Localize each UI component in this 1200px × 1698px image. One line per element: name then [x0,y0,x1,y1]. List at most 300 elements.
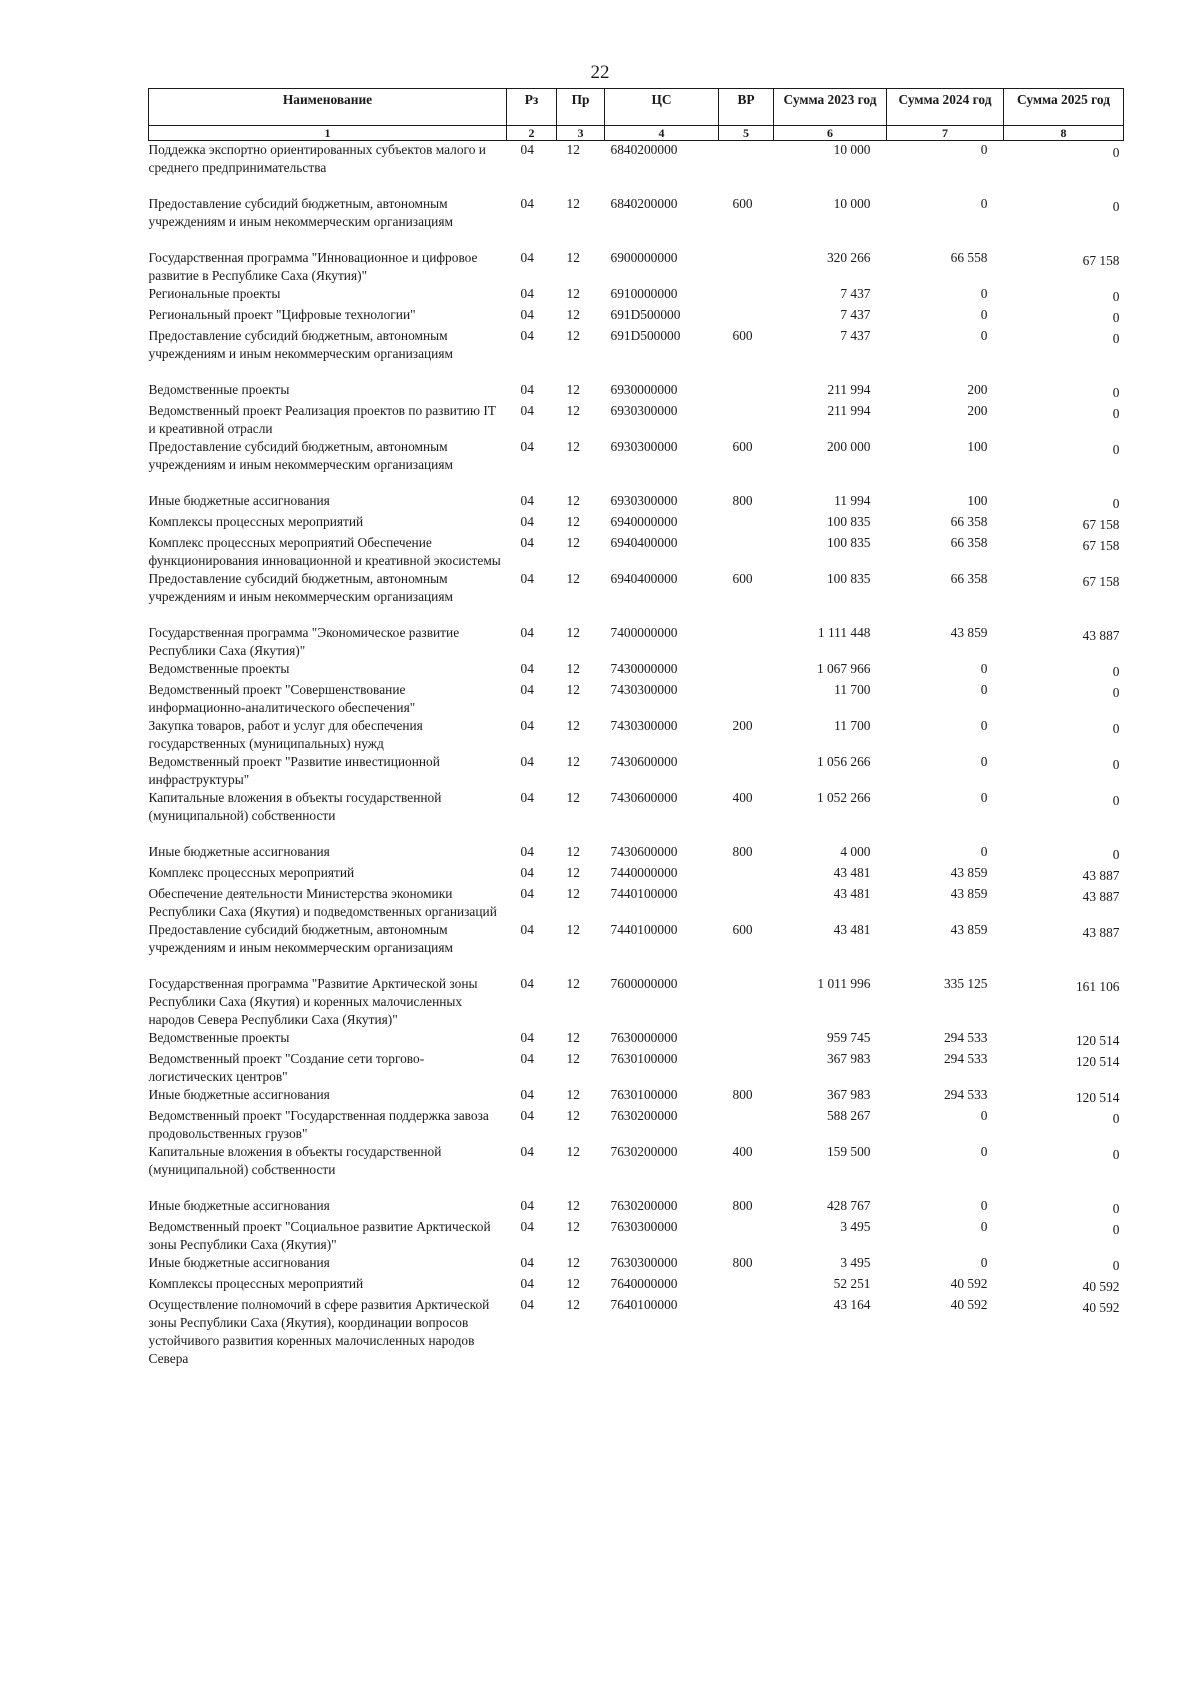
row-sum-2023 [774,717,887,753]
row-vr [719,327,774,381]
row-sum-2024-text: 40 592 [950,1276,988,1291]
row-sum-2023-text: 43 481 [833,922,871,937]
row-sum-2024-text: 66 558 [950,250,988,265]
row-pr-text: 12 [566,718,580,733]
table-row [149,1218,1124,1254]
row-sum-2025-text: 67 158 [1082,574,1120,589]
row-rz-text: 04 [520,718,534,733]
row-sum-2025-text: 0 [1112,847,1120,862]
row-rz-text: 04 [520,535,534,550]
row-name-text: Ведомственный проект Реализация проектов по развитию IT и креативной отрасли [148,403,496,436]
row-sum-2024 [887,1029,1004,1050]
row-vr [719,402,774,438]
row-sum-2023 [774,534,887,570]
row-sum-2025-text: 0 [1112,1222,1120,1237]
row-pr-text: 12 [566,514,580,529]
row-cs [605,381,719,402]
row-sum-2024 [887,843,1004,864]
row-rz-text: 04 [520,1255,534,1270]
row-sum-2024-text: 0 [980,1219,988,1234]
row-cs-text: 6900000000 [610,250,678,265]
row-pr [557,285,605,306]
row-rz [507,864,557,885]
row-sum-2025-text: 67 158 [1082,538,1120,553]
row-name-text: Предоставление субсидий бюджетным, автономным учреждениям и иным некоммерческим организациям [148,328,453,361]
row-sum-2023 [774,381,887,402]
row-sum-2024 [887,1275,1004,1296]
column-number: 7 [887,126,1004,141]
row-sum-2023-text: 211 994 [827,382,871,397]
row-name-text: Иные бюджетные ассигнования [148,1255,330,1270]
row-pr [557,381,605,402]
row-sum-2024 [887,1254,1004,1275]
row-sum-2025 [1004,306,1124,327]
row-sum-2023 [774,681,887,717]
row-vr [719,975,774,1029]
row-sum-2024 [887,624,1004,660]
row-sum-2023-text: 10 000 [833,196,871,211]
row-rz-text: 04 [520,682,534,697]
row-rz-text: 04 [520,865,534,880]
row-rz-text: 04 [520,1051,534,1066]
row-pr-text: 12 [566,844,580,859]
row-sum-2023 [774,285,887,306]
row-sum-2025-text: 0 [1112,145,1120,160]
row-name [149,1107,507,1143]
row-rz [507,1050,557,1086]
row-cs-text: 6940400000 [610,535,678,550]
row-sum-2024-text: 40 592 [950,1297,988,1312]
row-sum-2024 [887,570,1004,624]
table-row [149,1086,1124,1107]
row-sum-2024 [887,306,1004,327]
header-name: Наименование [149,89,507,126]
row-vr [719,534,774,570]
row-sum-2024-text: 335 125 [943,976,988,991]
table-row [149,885,1124,921]
row-pr-text: 12 [566,196,580,211]
row-vr [719,1050,774,1086]
row-sum-2024-text: 0 [980,286,988,301]
row-vr-text: 600 [732,439,753,454]
row-sum-2025-text: 0 [1112,757,1120,772]
row-name-text: Ведомственный проект "Развитие инвестиционной инфраструктуры" [148,754,440,787]
row-cs-text: 6930300000 [610,403,678,418]
row-rz-text: 04 [520,142,534,157]
row-sum-2023-text: 320 266 [826,250,871,265]
row-pr-text: 12 [566,865,580,880]
row-rz-text: 04 [520,1144,534,1159]
row-sum-2025-text: 0 [1112,1201,1120,1216]
row-cs-text: 6840200000 [610,142,678,157]
row-cs-text: 6930000000 [610,382,678,397]
header-sum-2025: Сумма 2025 год [1004,89,1124,126]
row-pr [557,789,605,843]
row-rz [507,1197,557,1218]
row-sum-2023 [774,438,887,492]
row-sum-2023 [774,1254,887,1275]
row-name-text: Предоставление субсидий бюджетным, автономным учреждениям и иным некоммерческим организациям [148,571,453,604]
row-sum-2023 [774,306,887,327]
row-vr-text: 400 [732,1144,753,1159]
row-pr-text: 12 [566,1108,580,1123]
table-row [149,717,1124,753]
row-name-text: Иные бюджетные ассигнования [148,844,330,859]
row-name-text: Иные бюджетные ассигнования [148,1087,330,1102]
row-rz [507,921,557,975]
row-name-text: Предоставление субсидий бюджетным, автономным учреждениям и иным некоммерческим организациям [148,922,453,955]
row-pr [557,513,605,534]
row-rz [507,1218,557,1254]
row-sum-2024 [887,1086,1004,1107]
row-rz [507,843,557,864]
row-name [149,249,507,285]
row-rz [507,1107,557,1143]
row-vr [719,141,774,196]
table-row [149,492,1124,513]
row-pr [557,660,605,681]
row-name [149,753,507,789]
row-pr-text: 12 [566,1087,580,1102]
row-sum-2023 [774,1296,887,1368]
row-sum-2024-text: 100 [967,493,988,508]
row-vr [719,921,774,975]
table-row [149,843,1124,864]
row-sum-2024 [887,195,1004,249]
row-sum-2025-text: 0 [1112,442,1120,457]
row-name [149,141,507,196]
row-name [149,717,507,753]
row-name-text: Ведомственный проект "Социальное развитие Арктической зоны Республики Саха (Якутия)" [148,1219,491,1252]
row-rz [507,660,557,681]
row-vr-text: 600 [732,922,753,937]
row-sum-2023-text: 100 835 [826,535,871,550]
row-name-text: Осуществление полномочий в сфере развития Арктической зоны Республики Саха (Якутия), координации вопросов устойчивого развития коренных малочисленных народов Севера [148,1297,490,1366]
row-vr [719,864,774,885]
row-sum-2025-text: 0 [1112,496,1120,511]
row-sum-2025 [1004,492,1124,513]
row-sum-2024-text: 66 358 [950,571,988,586]
row-sum-2023-text: 1 056 266 [816,754,871,769]
row-cs-text: 6940000000 [610,514,678,529]
row-cs-text: 7430600000 [610,844,678,859]
row-sum-2025 [1004,717,1124,753]
row-sum-2025-text: 161 106 [1075,979,1120,994]
row-rz-text: 04 [520,514,534,529]
row-rz-text: 04 [520,790,534,805]
row-pr-text: 12 [566,1198,580,1213]
row-sum-2023-text: 211 994 [827,403,871,418]
row-sum-2025 [1004,660,1124,681]
row-cs [605,327,719,381]
row-vr [719,1197,774,1218]
row-name [149,789,507,843]
row-rz [507,381,557,402]
row-sum-2025-text: 120 514 [1075,1054,1120,1069]
table-body [149,141,1124,1369]
row-sum-2023-text: 367 983 [826,1087,871,1102]
row-cs [605,885,719,921]
row-vr [719,249,774,285]
row-rz-text: 04 [520,571,534,586]
row-sum-2023-text: 1 011 996 [817,976,871,991]
row-rz-text: 04 [520,286,534,301]
row-name [149,681,507,717]
row-pr-text: 12 [566,661,580,676]
row-sum-2024 [887,534,1004,570]
row-sum-2024 [887,1218,1004,1254]
row-sum-2025 [1004,1296,1124,1368]
row-sum-2025-text: 67 158 [1082,517,1120,532]
row-name-text: Обеспечение деятельности Министерства экономики Республики Саха (Якутия) и подведомственных организаций [148,886,497,919]
row-vr [719,681,774,717]
row-pr [557,1107,605,1143]
row-name [149,1086,507,1107]
row-sum-2024-text: 43 859 [950,625,988,640]
row-sum-2023 [774,864,887,885]
row-sum-2024 [887,921,1004,975]
table-row [149,285,1124,306]
row-rz [507,492,557,513]
row-sum-2024-text: 0 [980,844,988,859]
row-rz [507,534,557,570]
row-sum-2024-text: 0 [980,682,988,697]
row-sum-2025-text: 43 887 [1082,889,1120,904]
row-sum-2023-text: 1 111 448 [817,625,871,640]
row-sum-2023-text: 7 437 [840,328,871,343]
row-sum-2024 [887,864,1004,885]
table-row [149,789,1124,843]
row-rz [507,975,557,1029]
row-cs-text: 7440000000 [610,865,678,880]
row-sum-2023 [774,1275,887,1296]
row-cs [605,285,719,306]
row-pr [557,753,605,789]
row-sum-2023-text: 4 000 [840,844,871,859]
row-cs [605,1296,719,1368]
row-sum-2025 [1004,1086,1124,1107]
row-rz-text: 04 [520,886,534,901]
row-sum-2025-text: 0 [1112,406,1120,421]
row-cs [605,1254,719,1275]
column-number: 5 [719,126,774,141]
header-vr: ВР [719,89,774,126]
row-cs-text: 7640100000 [610,1297,678,1312]
row-cs-text: 7630100000 [610,1051,678,1066]
row-sum-2023-text: 43 481 [833,865,871,880]
row-sum-2024-text: 43 859 [950,886,988,901]
row-cs [605,681,719,717]
row-pr [557,1254,605,1275]
row-cs [605,141,719,196]
row-sum-2024-text: 0 [980,1144,988,1159]
row-pr [557,249,605,285]
row-vr [719,1086,774,1107]
row-name-text: Региональные проекты [148,286,281,301]
row-sum-2023-text: 100 835 [826,571,871,586]
column-number: 6 [774,126,887,141]
row-name [149,402,507,438]
row-pr-text: 12 [566,1219,580,1234]
row-sum-2023 [774,753,887,789]
row-sum-2024 [887,717,1004,753]
row-cs-text: 7630300000 [610,1255,678,1270]
header-sum-2023: Сумма 2023 год [774,89,887,126]
row-cs [605,975,719,1029]
row-sum-2024 [887,492,1004,513]
row-name [149,864,507,885]
row-name [149,195,507,249]
row-sum-2025 [1004,1050,1124,1086]
row-pr [557,717,605,753]
row-cs-text: 7440100000 [610,922,678,937]
row-pr-text: 12 [566,535,580,550]
table-row [149,864,1124,885]
row-pr [557,492,605,513]
row-rz [507,141,557,196]
row-pr [557,921,605,975]
row-sum-2025-text: 43 887 [1082,628,1120,643]
header-rz: Рз [507,89,557,126]
row-pr [557,624,605,660]
row-sum-2025 [1004,624,1124,660]
row-sum-2024 [887,513,1004,534]
row-name [149,1197,507,1218]
row-cs-text: 7400000000 [610,625,678,640]
row-rz [507,789,557,843]
row-sum-2025-text: 120 514 [1075,1033,1120,1048]
row-cs-text: 7630200000 [610,1198,678,1213]
row-sum-2025 [1004,381,1124,402]
row-pr-text: 12 [566,922,580,937]
row-vr [719,1029,774,1050]
row-sum-2024-text: 0 [980,661,988,676]
row-cs [605,717,719,753]
row-vr [719,1107,774,1143]
row-cs-text: 7630200000 [610,1144,678,1159]
row-name [149,843,507,864]
row-pr-text: 12 [566,790,580,805]
row-pr [557,1029,605,1050]
row-sum-2025 [1004,1143,1124,1197]
row-sum-2024-text: 0 [980,142,988,157]
row-rz [507,753,557,789]
row-sum-2023 [774,402,887,438]
row-vr-text: 600 [732,196,753,211]
row-sum-2023 [774,195,887,249]
row-cs [605,843,719,864]
row-vr [719,285,774,306]
row-name-text: Государственная программа "Экономическое развитие Республики Саха (Якутия)" [148,625,460,658]
row-sum-2024-text: 0 [980,196,988,211]
row-cs [605,789,719,843]
header-cs: ЦС [605,89,719,126]
row-pr [557,1050,605,1086]
row-name-text: Ведомственные проекты [148,1030,290,1045]
row-cs [605,1197,719,1218]
row-rz-text: 04 [520,1198,534,1213]
row-vr-text: 600 [732,571,753,586]
row-rz [507,195,557,249]
row-name [149,381,507,402]
column-number: 3 [557,126,605,141]
row-sum-2023-text: 11 700 [834,718,871,733]
column-number: 4 [605,126,719,141]
row-vr [719,753,774,789]
column-number-row [149,126,1124,141]
row-name-text: Комплекс процессных мероприятий [148,865,355,880]
row-pr-text: 12 [566,1255,580,1270]
row-pr-text: 12 [566,886,580,901]
row-name-text: Комплексы процессных мероприятий [148,1276,364,1291]
row-rz-text: 04 [520,196,534,211]
row-vr [719,717,774,753]
row-rz [507,306,557,327]
row-sum-2025-text: 40 592 [1082,1300,1120,1315]
row-sum-2025 [1004,327,1124,381]
row-cs [605,624,719,660]
row-rz [507,402,557,438]
row-sum-2025-text: 0 [1112,199,1120,214]
row-rz-text: 04 [520,1087,534,1102]
row-sum-2023-text: 10 000 [833,142,871,157]
row-cs [605,195,719,249]
row-cs [605,1218,719,1254]
row-rz-text: 04 [520,307,534,322]
row-vr [719,660,774,681]
row-vr [719,513,774,534]
table-row [149,1143,1124,1197]
row-name [149,492,507,513]
row-cs-text: 6940400000 [610,571,678,586]
row-sum-2024-text: 294 533 [943,1030,988,1045]
row-cs-text: 7430300000 [610,718,678,733]
table-row [149,195,1124,249]
row-sum-2024-text: 0 [980,328,988,343]
table-row [149,681,1124,717]
row-cs [605,438,719,492]
row-name-text: Ведомственный проект "Создание сети торгово-логистических центров" [148,1051,425,1084]
row-cs [605,249,719,285]
row-rz [507,513,557,534]
row-rz-text: 04 [520,754,534,769]
row-sum-2025-text: 0 [1112,1147,1120,1162]
row-name [149,285,507,306]
row-rz [507,624,557,660]
row-cs-text: 691D500000 [610,307,681,322]
row-pr-text: 12 [566,1276,580,1291]
row-name-text: Региональный проект "Цифровые технологии" [148,307,416,322]
row-rz [507,681,557,717]
row-cs-text: 7630300000 [610,1219,678,1234]
row-name [149,975,507,1029]
row-cs-text: 6930300000 [610,493,678,508]
row-vr [719,492,774,513]
row-rz-text: 04 [520,661,534,676]
row-name [149,1143,507,1197]
row-name-text: Ведомственный проект "Государственная поддержка завоза продовольственных грузов" [148,1108,489,1141]
row-sum-2025-text: 43 887 [1082,925,1120,940]
row-vr-text: 800 [732,1255,753,1270]
row-pr [557,1275,605,1296]
header-sum-2024: Сумма 2024 год [887,89,1004,126]
row-name [149,1254,507,1275]
row-sum-2024-text: 200 [967,403,988,418]
row-sum-2023-text: 52 251 [833,1276,871,1291]
row-name-text: Государственная программа "Инновационное и цифровое развитие в Республике Саха (Якутия)" [148,250,478,283]
row-cs [605,1275,719,1296]
row-sum-2023-text: 43 164 [833,1297,871,1312]
